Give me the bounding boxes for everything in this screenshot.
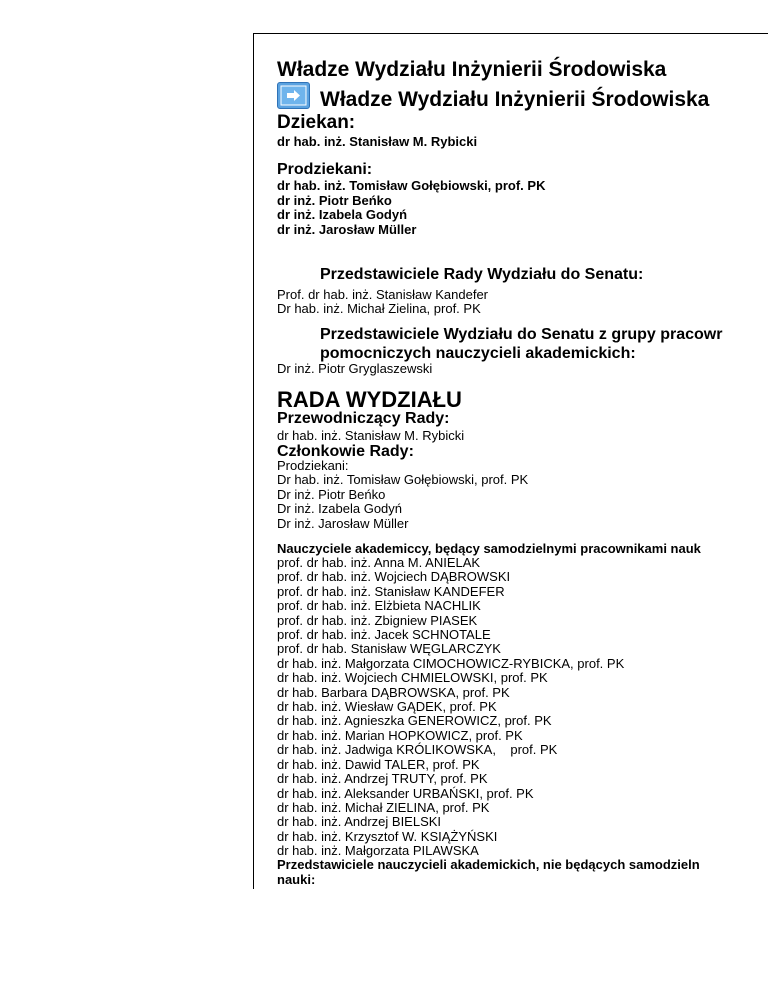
list-item: dr hab. inż. Marian HOPKOWICZ, prof. PK [277,727,523,743]
senat-pomocniczy-heading-1: Przedstawiciele Wydziału do Senatu z grupy pracowr [320,326,723,343]
list-item: prof. dr hab. inż. Zbigniew PIASEK [277,612,478,628]
samodzielni-list [277,556,624,859]
arrow-right-icon[interactable] [277,82,310,109]
senat-pomocniczy-heading-2: pomocniczych nauczycieli akademickich: [320,345,636,362]
dziekan-name: dr hab. inż. Stanisław M. Rybicki [277,134,478,149]
list-item: dr hab. inż. Jadwiga KRÓLIKOWSKA, prof. PK [277,742,558,758]
list-item: dr hab. inż. Wiesław GĄDEK, prof. PK [277,699,497,715]
list-item: dr hab. inż. Michał ZIELINA, prof. PK [277,799,490,815]
list-item: prof. dr hab. inż. Anna M. ANIELAK [277,555,481,570]
czlonkowie-list [277,459,528,531]
senat-rada-heading: Przedstawiciele Rady Wydziału do Senatu: [320,266,644,283]
czlonkowie-heading: Członkowie Rady: [277,443,414,460]
list-item: Dr inż. Piotr Beńko [277,486,386,502]
list-item: dr hab. inż. Wojciech CHMIELOWSKI, prof. PK [277,670,548,686]
list-item: dr hab. inż. Krzysztof W. KSIĄŻYŃSKI [277,828,498,844]
list-item: dr hab. Barbara DĄBROWSKA, prof. PK [277,684,510,700]
prodziekani-list [277,179,545,238]
list-item: dr inż. Izabela Godyń [277,207,408,223]
list-item: dr hab. inż. Małgorzata PILAWSKA [277,843,479,859]
list-item: dr hab. inż. Andrzej TRUTY, prof. PK [277,771,488,787]
przewodniczacy-heading: Przewodniczący Rady: [277,410,450,427]
dziekan-heading: Dziekan: [277,112,356,133]
list-item: dr hab. inż. Tomisław Gołębiowski, prof. PK [277,178,546,193]
document-frame [253,33,768,889]
subtitle: Władze Wydziału Inżynierii Środowiska [320,88,710,111]
list-item: Prodziekani: [277,458,349,473]
senat-rada-list [277,288,488,317]
samodzielni-heading: Nauczyciele akademiccy, będący samodzielnymi pracownikami nauk [277,541,701,556]
list-item: Dr inż. Izabela Godyń [277,501,403,517]
niesamodzielni-heading-2: nauki: [277,872,316,887]
list-item: dr inż. Jarosław Müller [277,222,417,238]
list-item: dr inż. Piotr Beńko [277,192,392,208]
page-title: Władze Wydziału Inżynierii Środowiska [277,58,667,81]
przewodniczacy-name: dr hab. inż. Stanisław M. Rybicki [277,428,465,443]
list-item: Dr inż. Jarosław Müller [277,515,409,531]
list-item: prof. dr hab. inż. Jacek SCHNOTALE [277,627,491,643]
list-item: dr hab. inż. Dawid TALER, prof. PK [277,756,480,772]
niesamodzielni-heading-1: Przedstawiciele nauczycieli akademickich, nie będących samodzieln [277,857,700,872]
rada-title: RADA WYDZIAŁU [277,387,462,412]
list-item: Prof. dr hab. inż. Stanisław Kandefer [277,287,489,302]
list-item: prof. dr hab. Stanisław WĘGLARCZYK [277,641,501,657]
list-item: prof. dr hab. inż. Elżbieta NACHLIK [277,598,481,614]
prodziekani-heading: Prodziekani: [277,161,373,178]
list-item: dr hab. inż. Aleksander URBAŃSKI, prof. PK [277,785,534,801]
senat-pomocniczy-name: Dr inż. Piotr Gryglaszewski [277,361,433,376]
list-item: prof. dr hab. inż. Stanisław KANDEFER [277,583,505,599]
list-item: dr hab. inż. Małgorzata CIMOCHOWICZ-RYBICKA, prof. PK [277,655,625,671]
list-item: dr hab. inż. Andrzej BIELSKI [277,814,442,830]
list-item: Dr hab. inż. Michał Zielina, prof. PK [277,301,481,317]
list-item: Dr hab. inż. Tomisław Gołębiowski, prof. PK [277,472,529,488]
list-item: dr hab. inż. Agnieszka GENEROWICZ, prof. PK [277,713,552,729]
list-item: prof. dr hab. inż. Wojciech DĄBROWSKI [277,569,511,585]
